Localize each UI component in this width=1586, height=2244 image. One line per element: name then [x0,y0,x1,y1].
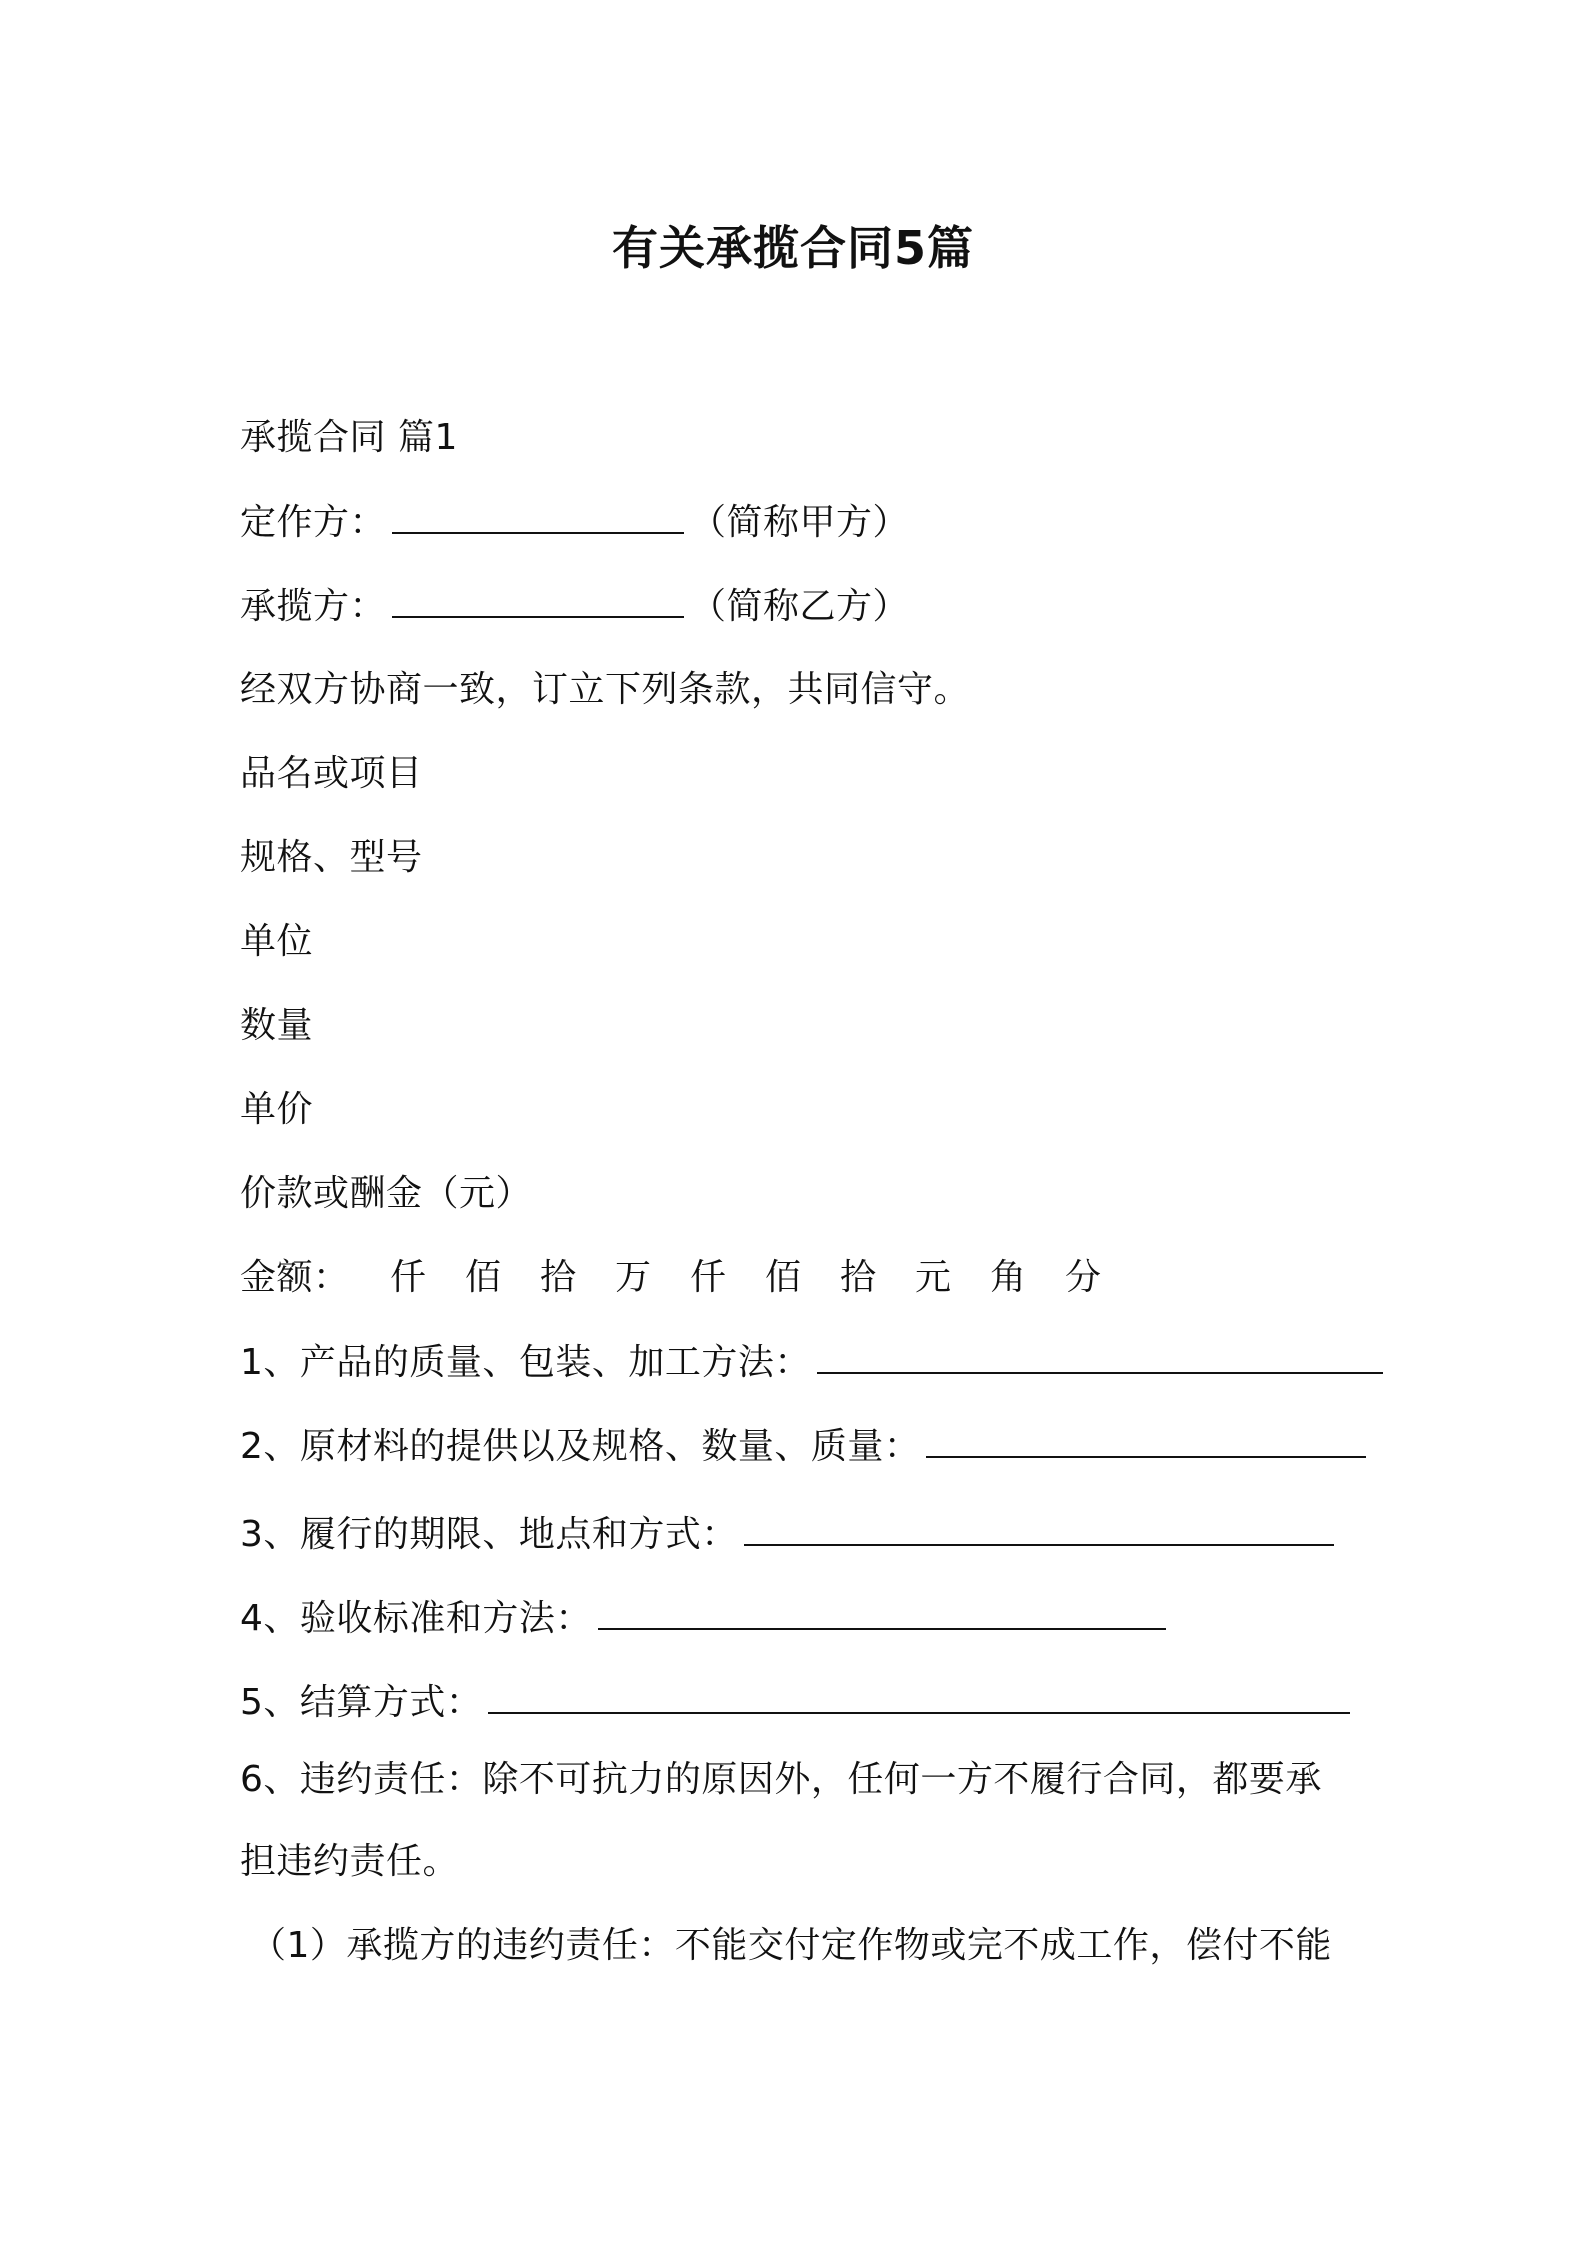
clause-1-label: 1、产品的质量、包装、加工方法： [240,1342,811,1383]
field-price: 价款或酬金（元） [240,1173,533,1214]
clause-4-label: 4、验收标准和方法： [240,1598,592,1639]
unit-bai: 佰 [465,1257,502,1298]
amount-label: 金额： [240,1257,350,1298]
unit-bai-2: 佰 [765,1257,802,1298]
clause-6-sub-1: （1）承揽方的违约责任：不能交付定作物或完不成工作，偿付不能 [250,1925,1332,1966]
party-b-blank [392,582,684,618]
unit-jiao: 角 [990,1257,1027,1298]
clause-5-label: 5、结算方式： [240,1682,483,1723]
clause-1 [240,1338,1389,1387]
unit-qian-2: 仟 [690,1257,727,1298]
clause-2 [240,1422,1372,1471]
unit-wan: 万 [615,1257,652,1298]
party-b-suffix: （简称乙方） [690,586,910,627]
clause-6-line-1: 6、违约责任：除不可抗力的原因外，任何一方不履行合同，都要承 [240,1759,1322,1800]
clause-2-label: 2、原材料的提供以及规格、数量、质量： [240,1426,921,1467]
clause-5 [240,1678,1356,1727]
clause-2-blank [926,1422,1366,1458]
party-a-suffix: （简称甲方） [690,502,910,543]
clause-4 [240,1594,1172,1643]
section-heading: 承揽合同 篇1 [240,417,458,458]
party-a-line [240,498,909,547]
field-unit: 单位 [240,921,314,962]
field-item: 品名或项目 [240,753,423,794]
unit-yuan: 元 [915,1257,952,1298]
document-title: 有关承揽合同5篇 [611,221,974,275]
clause-1-blank [817,1338,1383,1374]
field-unit-price: 单价 [240,1089,314,1130]
unit-qian: 仟 [390,1257,427,1298]
party-a-label: 定作方： [240,502,387,543]
party-a-blank [392,498,684,534]
clause-6-line-2: 担违约责任。 [240,1841,460,1882]
clause-4-blank [598,1594,1166,1630]
amount-units [390,1257,1140,1298]
field-quantity: 数量 [240,1005,314,1046]
field-spec: 规格、型号 [240,837,423,878]
unit-fen: 分 [1065,1257,1102,1298]
agreement-text: 经双方协商一致，订立下列条款，共同信守。 [240,669,971,710]
clause-3-label: 3、履行的期限、地点和方式： [240,1514,738,1555]
unit-shi: 拾 [540,1257,577,1298]
clause-5-blank [488,1678,1350,1714]
clause-3 [240,1510,1340,1559]
clause-3-blank [744,1510,1334,1546]
party-b-label: 承揽方： [240,586,387,627]
party-b-line [240,582,909,631]
amount-line [240,1254,1140,1302]
unit-shi-2: 拾 [840,1257,877,1298]
